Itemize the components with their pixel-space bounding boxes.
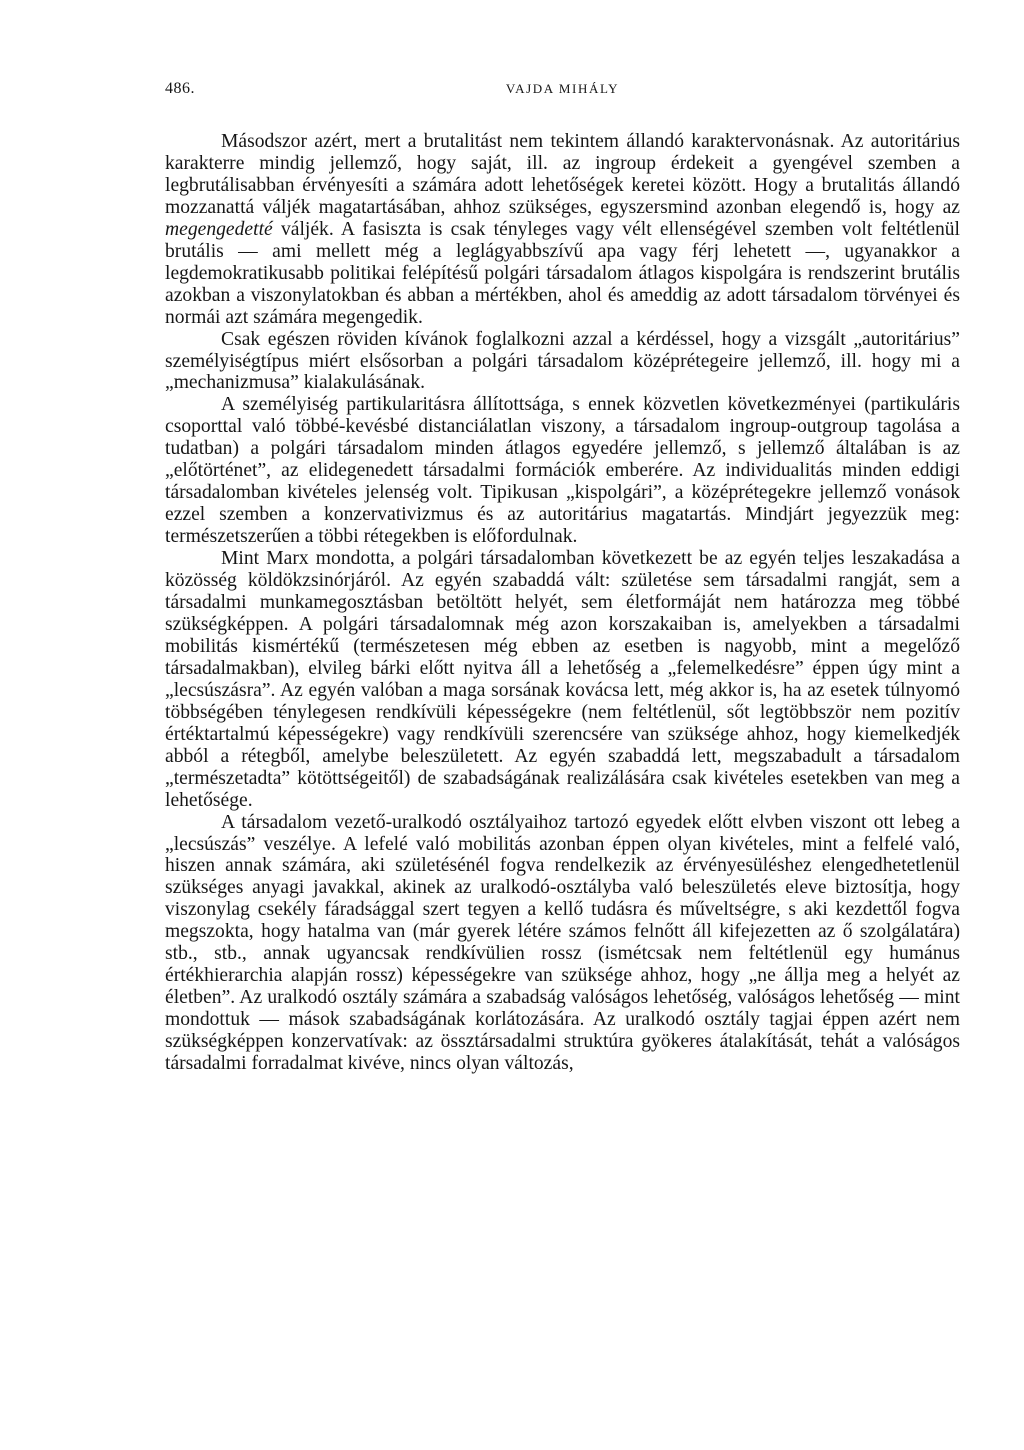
paragraph-text: Másodszor azért, mert a brutalitást nem tekintem állandó karaktervonásnak. Az autoritárius karakterre mindig jellemző, hogy saját, ill. az ingroup érdekeit a gyengével szemben a legbrutálisabban érvényesíti a számára adott lehetőségek keretei között. Hogy a brutalitás állandó mozzanattá váljék magatartásában, ahhoz szükséges, egyszersmind azonban elegendő is, hogy az	[165, 131, 960, 218]
paragraph: A személyiség partikularitásra állítottsága, s ennek közvetlen következményei (partikuláris csoporttal való többé-kevésbé distanciálatlan viszony, a társadalom ingroup-outgroup tagolása a tudatban) a polgári társadalom minden átlagos egyedére jellemző, s jellemző általában is az „előtörténet”, az elidegenedett társadalmi formációk emberére. Az individualitás minden eddigi társadalomban kivételes jelenség volt. Tipikusan „kispolgári”, a középrétegekre jellemző vonások ezzel szemben a konzervativizmus és az autoritárius magatartás. Mindjárt jegyezzük meg: természetszerűen a többi rétegekben is előfordulnak.	[165, 394, 960, 548]
page-header	[165, 80, 960, 106]
page-number: 486.	[165, 80, 195, 97]
paragraph: Mint Marx mondotta, a polgári társadalomban következett be az egyén teljes leszakadása a közösség köldökzsinórjáról. Az egyén szabaddá vált: születése sem társadalmi rangját, sem a társadalmi munkamegosztásban betöltött helyét, sem életformáját nem határozza meg többé szükségképpen. A polgári társadalomnak még azon korszakaiban is, amelyekben a társadalmi mobilitás kismértékű (természetesen még ebben az esetben is nagyobb, mint a megelőző társadalmakban), elvileg bárki előtt nyitva áll a lehetőség a „felemelkedésre” éppen úgy mint a „lecsúszásra”. Az egyén valóban a maga sorsának kovácsa lett, még akkor is, ha az esetek túlnyomó többségében ténylegesen rendkívüli képességekre (nem feltétlenül, sőt legtöbbször nem pozitív értéktartalmú képességekre) vagy rendkívüli szerencsére van szüksége ahhoz, hogy kiemelkedjék abból a rétegből, amelybe beleszületett. Az egyén szabaddá lett, megszabadult a társadalom „természetadta” kötöttségeitől) de szabadságának realizálására csak kivételes esetekben van meg a lehetősége.	[165, 548, 960, 811]
running-head: VAJDA MIHÁLY	[505, 81, 620, 96]
paragraph: A társadalom vezető-uralkodó osztályaihoz tartozó egyedek előtt elvben viszont ott lebeg a „lecsúszás” veszélye. A lefelé való mobilitás azonban éppen olyan kivételes, mint a felfelé való, hiszen annak számára, aki születésénél fogva rendelkezik az érvényesüléshez elengedhetetlenül szükséges anyagi javakkal, akinek az uralkodó-osztályba való beleszületés eleve biztosítja, hogy viszonylag csekély fáradsággal szert tegyen a kellő tudásra és műveltségre, s aki kezdettől fogva megszokta, hogy hatalma van (már gyerek létére számos felnőtt áll kifejezetten az ő szolgálatára) stb., stb., annak ugyancsak rendkívülien rossz (ismétcsak nem feltétlenül egy humánus értékhierarchia alapján rossz) képességekre van szüksége ahhoz, hogy „ne állja meg a helyét az életben”. Az uralkodó osztály számára a szabadság valóságos lehetőség, valóságos lehetőség — mint mondottuk — mások szabadságának korlátozására. Az uralkodó osztály tagjai éppen azért nem szükségképpen konzervatívak: az össztársadalmi struktúra gyökeres átalakítását, tehát a valóságos társadalmi forradalmat kivéve, nincs olyan változás,	[165, 811, 960, 1075]
paragraph: Csak egészen röviden kívánok foglalkozni azzal a kérdéssel, hogy a vizsgált „autoritárius” személyiségtípus miért elsősorban a polgári társadalom középrétegeire jellemző, ill. hogy mi a „mechanizmusa” kialakulásának.	[165, 328, 960, 394]
emphasized-word: megengedetté	[165, 218, 273, 240]
paragraph	[165, 131, 960, 329]
body-text	[165, 131, 960, 1075]
paragraph-text: váljék. A fasiszta is csak tényleges vagy vélt ellenségével szemben volt feltétlenül brutális — ami mellett még a leglágyabbszívű apa vagy férj lehetett —, ugyanakkor a legdemokratikusabb politikai felépítésű polgári társadalom átlagos kispolgára is rendszerint brutális azokban a viszonylatokban és abban a mértékben, ahol és ameddig az adott társadalom törvényei és normái azt számára megengedik.	[165, 218, 960, 328]
